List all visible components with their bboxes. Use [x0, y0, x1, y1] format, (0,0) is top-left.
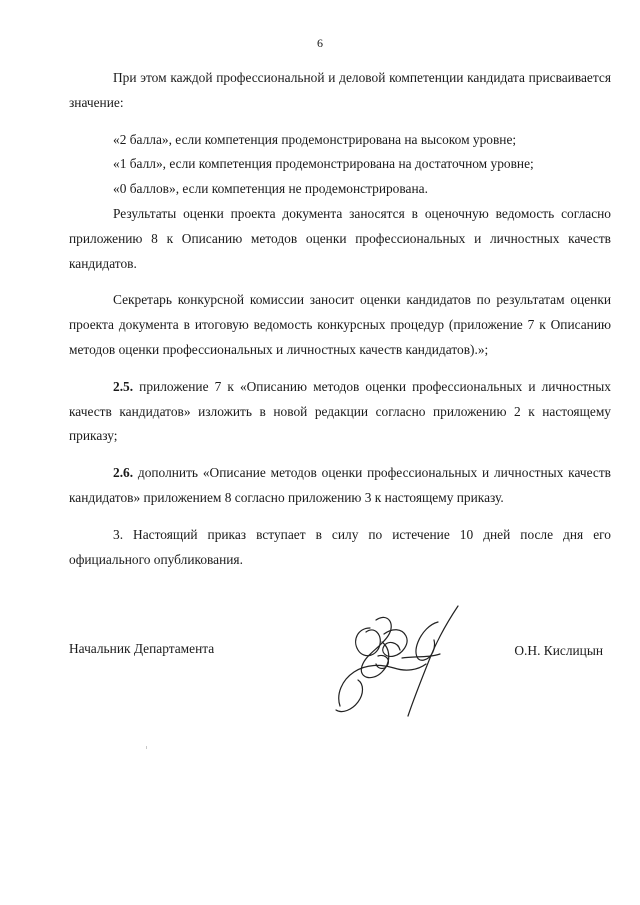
position-title: Начальник Департамента: [69, 641, 215, 656]
paragraph-score-2: «2 балла», если компетенция продемонстрирована на высоком уровне;: [113, 131, 517, 147]
paragraph-item-2-6: [69, 461, 611, 511]
item-text-2-5: приложение 7 к «Описанию методов оценки профессиональных и личностных качеств кандидатов» изложить в новой редакции согласно приложению 2 к настоящему приказу;: [69, 378, 611, 444]
paragraph-results: Результаты оценки проекта документа заносятся в оценочную ведомость согласно приложению 8 к Описанию методов оценки профессиональных и личностных качеств кандидатов.: [69, 205, 611, 271]
document-body: [69, 66, 611, 572]
paragraph-competence-intro: При этом каждой профессиональной и деловой компетенции кандидата присваивается значение:: [69, 70, 611, 110]
scan-speck: [146, 746, 147, 749]
item-number-2-6: 2.6.: [113, 465, 134, 481]
paragraph-score-1: «1 балл», если компетенция продемонстрирована на достаточном уровне;: [113, 156, 534, 172]
paragraph-effective-date: 3. Настоящий приказ вступает в силу по истечение 10 дней после дня его официального опубликования.: [69, 526, 611, 567]
page-number: 6: [317, 36, 323, 50]
paragraph-score-0: «0 баллов», если компетенция не продемонстрирована.: [113, 181, 428, 197]
signature-icon: [318, 598, 468, 728]
item-text-2-6: дополнить «Описание методов оценки профессиональных и личностных качеств кандидатов» приложением 8 согласно приложению 3 к настоящему приказу.: [69, 465, 611, 505]
signer-name: О.Н. Кислицын: [514, 643, 603, 658]
paragraph-item-2-5: [69, 375, 611, 449]
item-number-2-5: 2.5.: [113, 378, 134, 394]
paragraph-secretary: Секретарь конкурсной комиссии заносит оценки кандидатов по результатам оценки проекта документа в итоговую ведомость конкурсных процедур (приложение 7 к Описанию методов оценки профессиональных и личностных качеств кандидатов).»;: [69, 292, 611, 357]
